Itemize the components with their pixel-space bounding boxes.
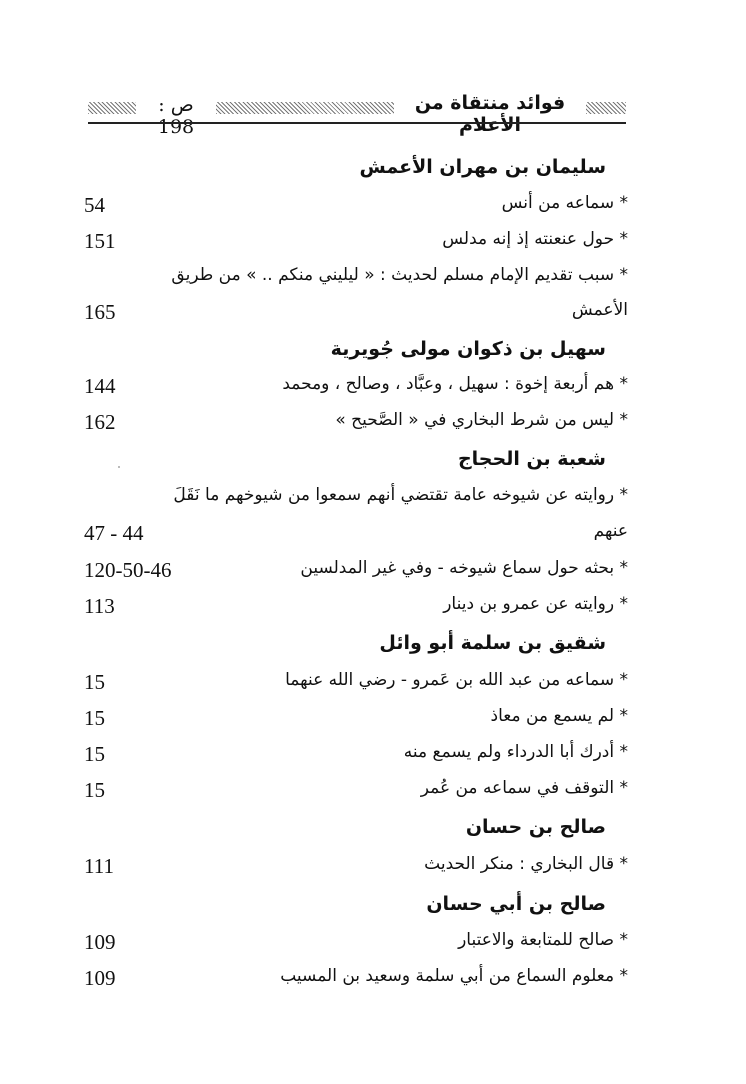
index-entry <box>84 485 628 521</box>
index-entry <box>84 706 628 742</box>
section-heading <box>84 448 628 484</box>
entry-text: * هم أربعة إخوة : سهيل ، وعبَّاد ، وصالح ، ومحمد <box>282 374 628 394</box>
entry-text: * صالح للمتابعة والاعتبار <box>458 930 628 950</box>
entry-page: 54 <box>84 193 105 217</box>
index-entry <box>84 966 628 1002</box>
entry-page: 113 <box>84 594 115 618</box>
entry-text: * سماعه من عبد الله بن عَمرو - رضي الله عنهما <box>285 670 628 690</box>
entry-page: 162 <box>84 410 116 434</box>
index-entry <box>84 778 628 814</box>
entry-text: عنهم <box>593 521 628 541</box>
section-heading-text: صالح بن أبي حسان <box>426 893 606 915</box>
scan-speck <box>118 466 120 468</box>
index-entry <box>84 854 628 890</box>
entry-page: 144 <box>84 374 116 398</box>
entry-page: 109 <box>84 930 116 954</box>
entry-text: * ليس من شرط البخاري في « الصَّحيح » <box>335 410 628 430</box>
entry-text: * حول عنعنته إذ إنه مدلس <box>442 229 628 249</box>
entry-page: 120-50-46 <box>84 558 172 582</box>
entry-text: * سماعه من أنس <box>501 193 628 213</box>
index-entry <box>84 265 628 301</box>
index-entry <box>84 558 628 594</box>
section-heading-text: سليمان بن مهران الأعمش <box>359 156 606 178</box>
entry-text: * التوقف في سماعه من عُمر <box>420 778 628 798</box>
entry-text: * سبب تقديم الإمام مسلم لحديث : « ليليني منكم .. » من طريق <box>171 265 628 285</box>
entry-text: * بحثه حول سماع شيوخه - وفي غير المدلسين <box>300 558 628 578</box>
entry-text: * قال البخاري : منكر الحديث <box>424 854 628 874</box>
header-ornament <box>88 102 136 114</box>
section-heading-text: صالح بن حسان <box>465 816 606 838</box>
index-entry-continuation <box>84 300 628 336</box>
entry-text: * لم يسمع من معاذ <box>490 706 628 726</box>
section-heading-text: شعبة بن الحجاج <box>457 448 606 470</box>
entry-text: * روايته عن عمرو بن دينار <box>443 594 628 614</box>
entry-page: 151 <box>84 229 116 253</box>
index-entry <box>84 229 628 265</box>
entry-page: 109 <box>84 966 116 990</box>
entry-text: * أدرك أبا الدرداء ولم يسمع منه <box>403 742 628 762</box>
entry-page: 47 - 44 <box>84 521 144 545</box>
index-entry-continuation <box>84 521 628 557</box>
header-ornament <box>216 102 394 114</box>
entry-page: 15 <box>84 778 105 802</box>
section-heading <box>84 893 628 929</box>
header-rule <box>88 122 626 124</box>
entry-text: * معلوم السماع من أبي سلمة وسعيد بن المسيب <box>280 966 628 986</box>
entry-page: 15 <box>84 670 105 694</box>
index-entry <box>84 410 628 446</box>
section-heading <box>84 816 628 852</box>
index-entry <box>84 594 628 630</box>
index-entry <box>84 193 628 229</box>
entry-page: 165 <box>84 300 116 324</box>
running-header <box>88 92 626 138</box>
index-entry <box>84 374 628 410</box>
index-entry <box>84 670 628 706</box>
page-number: ص : 198 <box>157 94 195 138</box>
section-heading <box>84 156 628 192</box>
section-heading <box>84 632 628 668</box>
entry-page: 15 <box>84 742 105 766</box>
entry-page: 111 <box>84 854 114 878</box>
section-heading <box>84 338 628 374</box>
entry-text: الأعمش <box>571 300 628 320</box>
section-heading-text: سهيل بن ذكوان مولى جُويرية <box>330 338 606 360</box>
index-entry <box>84 930 628 966</box>
header-ornament <box>586 102 626 114</box>
entry-page: 15 <box>84 706 105 730</box>
entry-text: * روايته عن شيوخه عامة تقتضي أنهم سمعوا من شيوخهم ما نَقَلَ <box>173 485 628 505</box>
index-entry <box>84 742 628 778</box>
book-title: فوائد منتقاة من الأعلام <box>414 92 566 136</box>
section-heading-text: شقيق بن سلمة أبو وائل <box>379 632 606 654</box>
